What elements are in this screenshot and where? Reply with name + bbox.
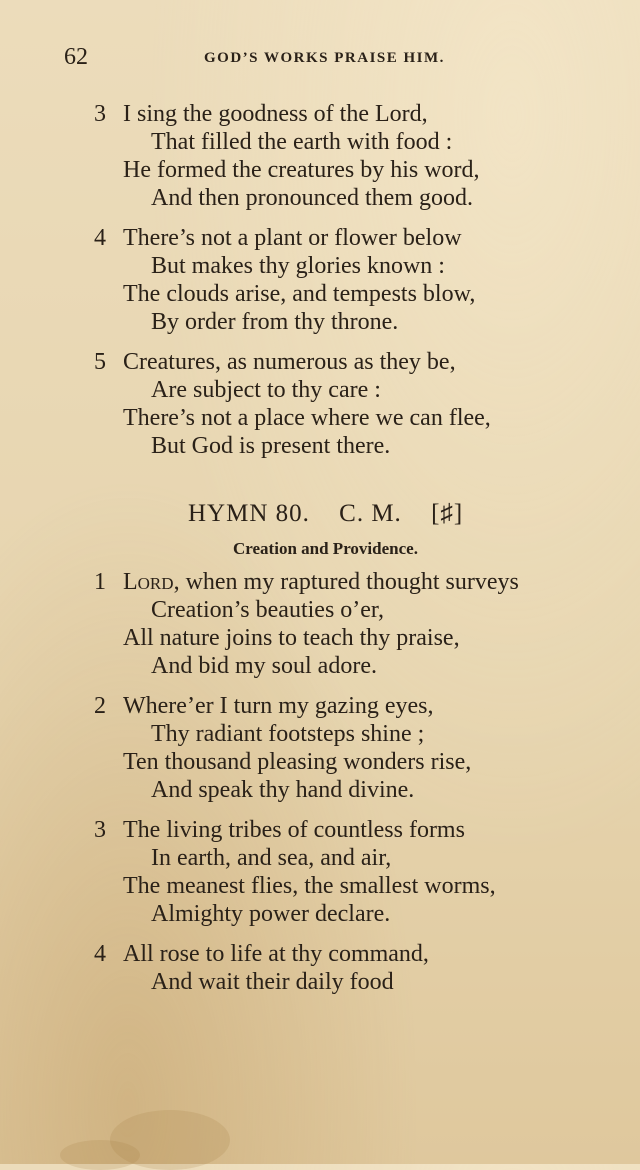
verse-line: I sing the goodness of the Lord, <box>123 101 428 127</box>
verse-line: And speak thy hand divine. <box>151 777 415 803</box>
stanza <box>94 816 614 928</box>
hymn-subtitle: Creation and Providence. <box>233 539 418 558</box>
verse-line: The meanest flies, the smallest worms, <box>123 873 496 899</box>
verse-line: And bid my soul adore. <box>151 653 377 679</box>
verse-line: There’s not a plant or flower below <box>123 225 462 251</box>
stanza-number: 2 <box>94 693 106 719</box>
running-head <box>64 44 504 76</box>
verse-line: Creation’s beauties o’er, <box>151 597 384 623</box>
verse-line: He formed the creatures by his word, <box>123 157 480 183</box>
verse-line: Ten thousand pleasing wonders rise, <box>123 749 472 775</box>
running-title: GOD’S WORKS PRAISE HIM. <box>204 50 445 66</box>
hymn-heading <box>188 500 485 528</box>
stanza <box>94 224 614 336</box>
hymn-meter: C. M. <box>339 500 402 527</box>
stanza-number: 4 <box>94 225 106 251</box>
verse-line: And wait their daily food <box>151 969 394 995</box>
stanza-number: 3 <box>94 101 106 127</box>
verse-line: All rose to life at thy command, <box>123 941 429 967</box>
verse-line: There’s not a place where we can flee, <box>123 405 491 431</box>
stanza <box>94 692 614 804</box>
verse-line: Creatures, as numerous as they be, <box>123 349 456 375</box>
page-number: 62 <box>64 44 88 70</box>
stanza <box>94 100 614 212</box>
verse-line: By order from thy throne. <box>151 309 399 335</box>
stanza-number: 5 <box>94 349 106 375</box>
verse-line: The living tribes of countless forms <box>123 817 465 843</box>
paper-stain <box>60 1140 140 1170</box>
stanza <box>94 940 614 996</box>
verse-line: And then pronounced them good. <box>151 185 473 211</box>
verse-line: The clouds arise, and tempests blow, <box>123 281 476 307</box>
hymn-number: HYMN 80. <box>188 500 310 527</box>
verse-line: That filled the earth with food : <box>151 129 453 155</box>
hymn-mark: [♯] <box>431 500 464 527</box>
verse-line: But makes thy glories known : <box>151 253 445 279</box>
stanza-number: 3 <box>94 817 106 843</box>
stanza-number: 4 <box>94 941 106 967</box>
stanza <box>94 568 614 680</box>
verse-line: Are subject to thy care : <box>151 377 381 403</box>
first-word: Lord <box>123 569 174 595</box>
verse-line: Thy radiant footsteps shine ; <box>151 721 425 747</box>
verse-line: But God is present there. <box>151 433 391 459</box>
verse-line: All nature joins to teach thy praise, <box>123 625 460 651</box>
verse-line: Where’er I turn my gazing eyes, <box>123 693 434 719</box>
first-line-rest: , when my raptured thought surveys <box>173 569 519 595</box>
verse-line: In earth, and sea, and air, <box>151 845 392 871</box>
verse-line: Almighty power declare. <box>151 901 391 927</box>
stanza-number: 1 <box>94 569 106 595</box>
verse-line <box>94 568 614 596</box>
stanza <box>94 348 614 460</box>
